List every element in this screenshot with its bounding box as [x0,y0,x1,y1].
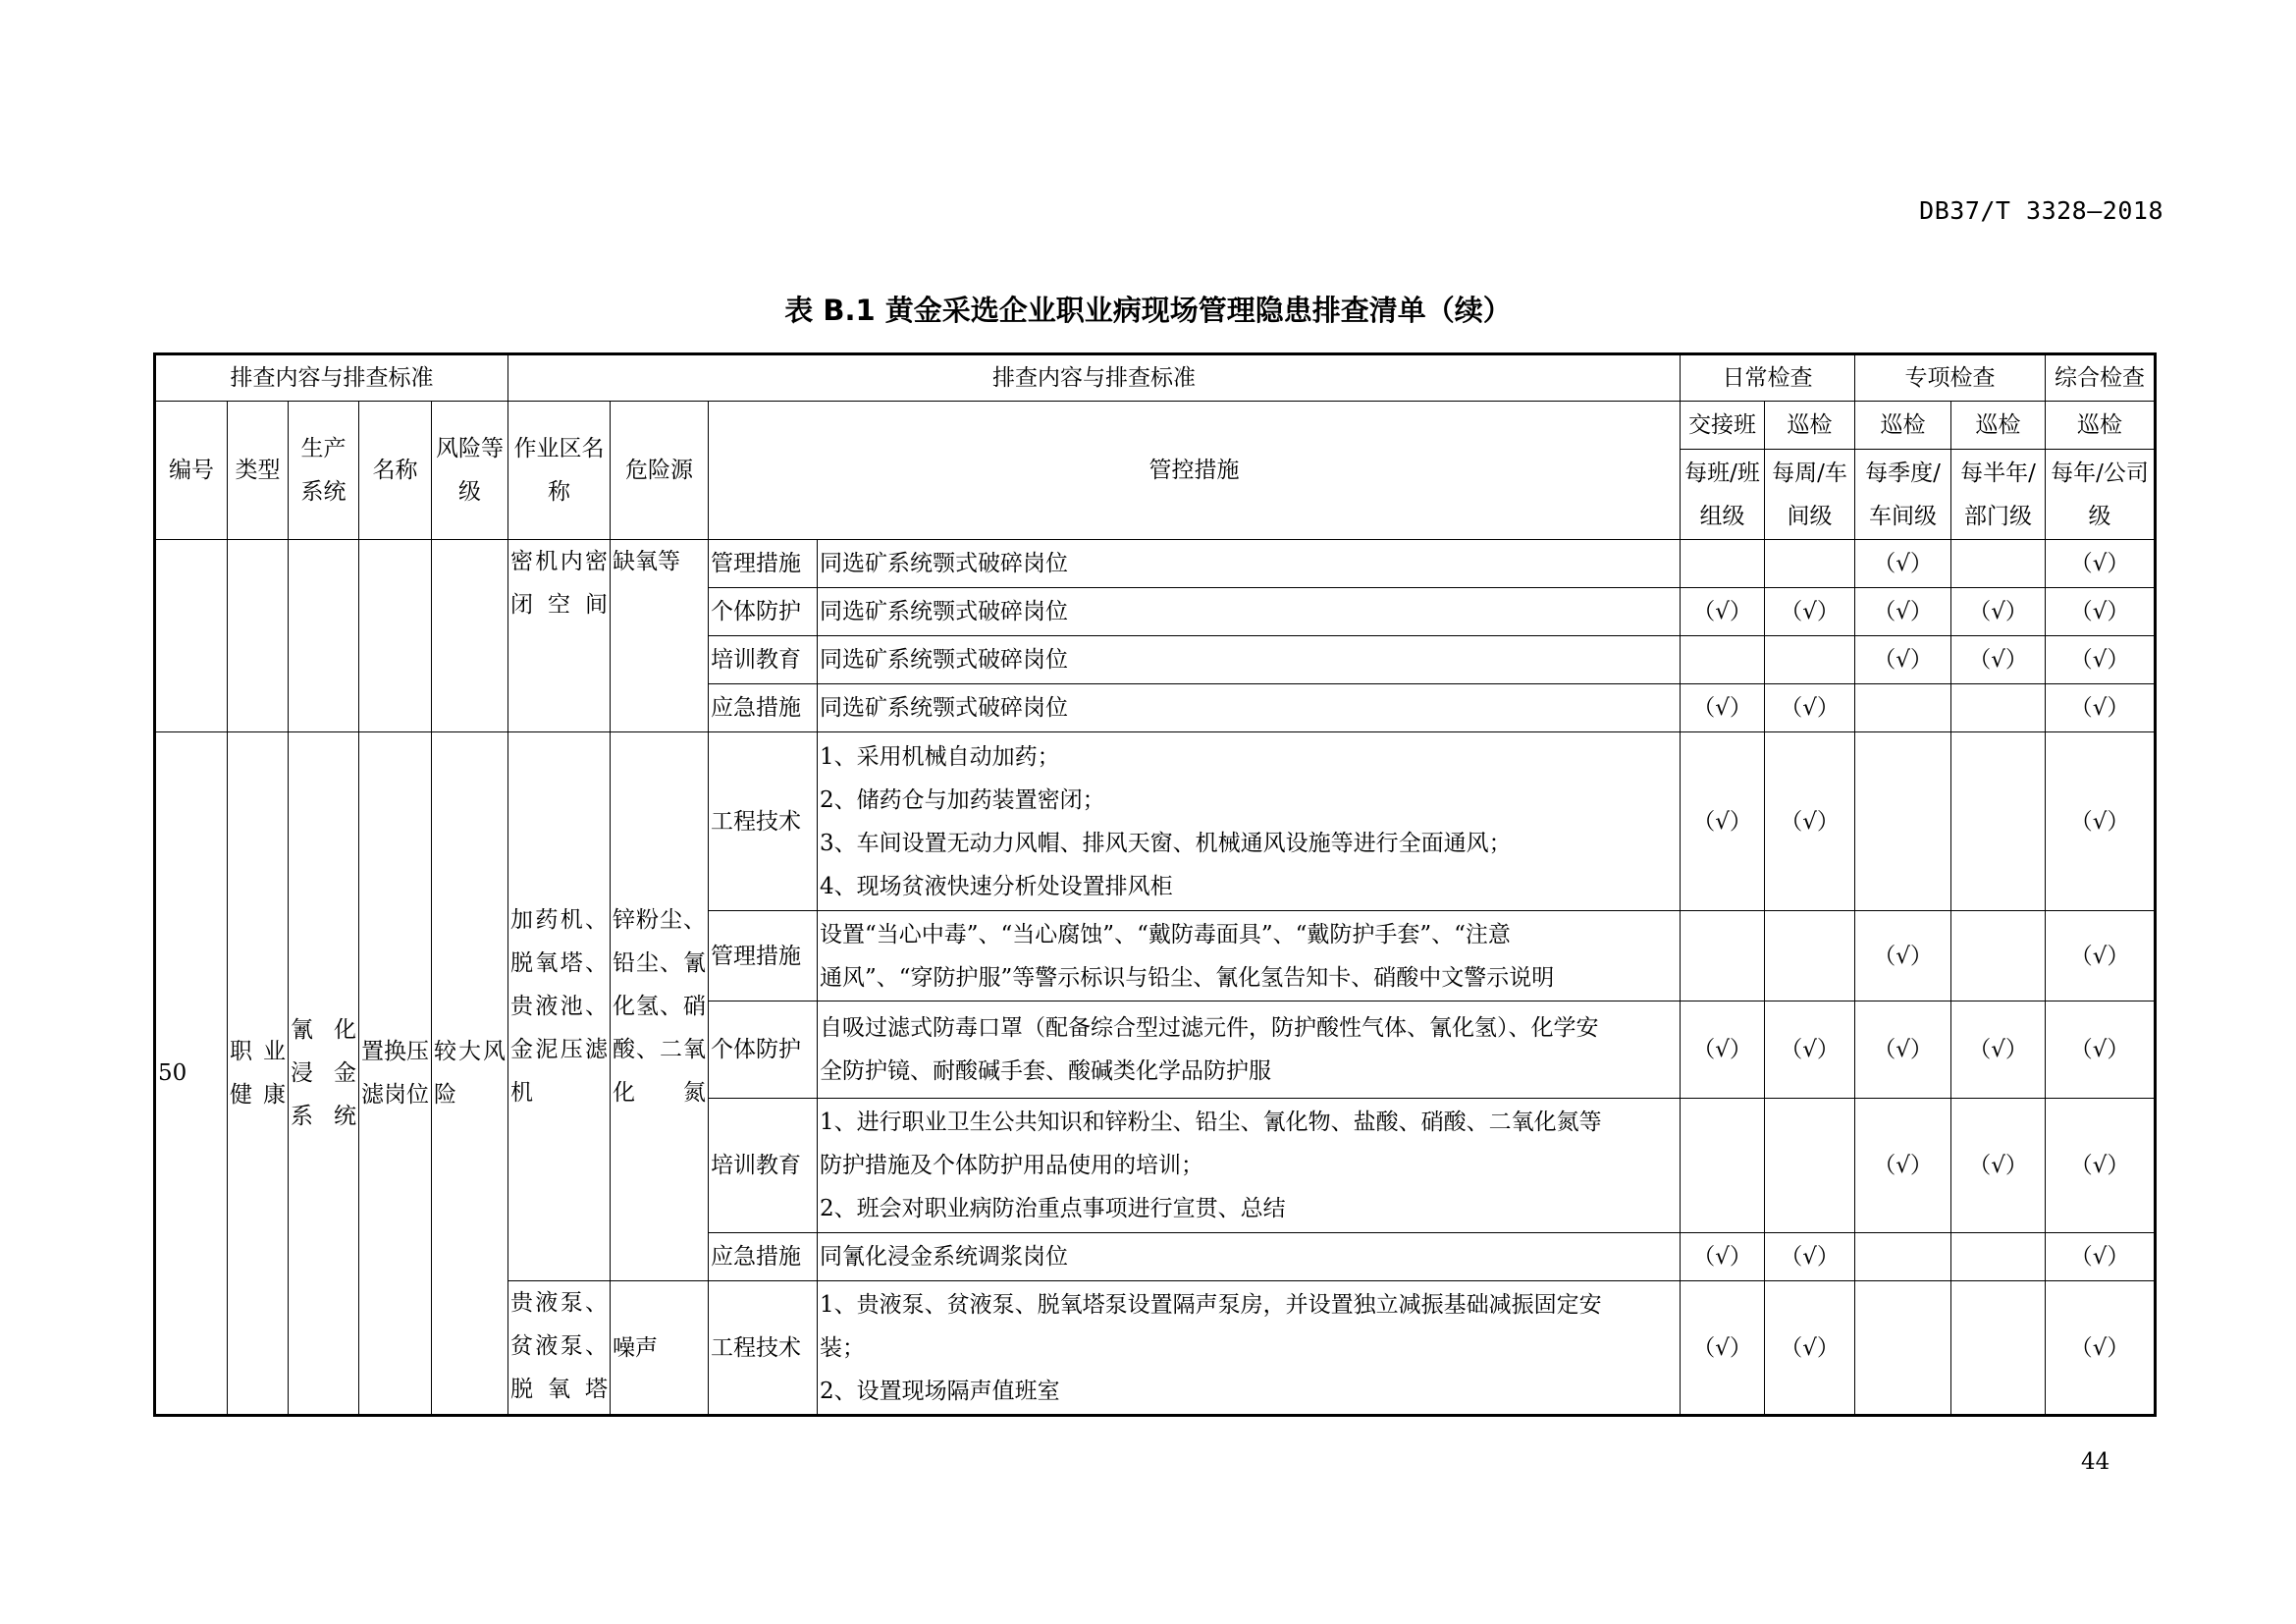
measure-text: 同选矿系统颚式破碎岗位 [818,636,1681,684]
measure-category: 应急措施 [709,1233,818,1281]
measure-text [818,1233,1681,1281]
check-mark: （√） [1855,911,1951,1001]
inspection-table [153,352,2157,1417]
measure-category: 个体防护 [709,1001,818,1099]
measure-text: 同选矿系统颚式破碎岗位 [818,588,1681,636]
hazard-cell: 噪声 [611,1281,709,1416]
check-mark: （√） [1765,1001,1855,1099]
table-row [155,540,2156,588]
work-area-cell: 加药机、脱氧塔、贵液池、金泥压滤机 [508,732,611,1281]
measure-text [818,1001,1681,1099]
measure-line: 自吸过滤式防毒口罩（配备综合型过滤元件，防护酸性气体、氰化氢）、化学安 [820,1015,1599,1041]
measure-line: 4、现场贫液快速分析处设置排风柜 [820,873,1173,899]
item-type: 职业健康 [228,732,289,1416]
special-check-header: 专项检查 [1855,354,2046,402]
measure-line: 3、车间设置无动力风帽、排风天窗、机械通风设施等进行全面通风； [820,830,1512,856]
frequency-quarterly: 每季度/车间级 [1855,450,1951,540]
shift-handover-header: 交接班 [1681,402,1765,450]
check-mark: （√） [1681,732,1765,911]
check-mark: （√） [1765,1233,1855,1281]
page-number: 44 [2081,1449,2110,1475]
check-mark: （√） [1765,684,1855,732]
check-mark: （√） [1681,1001,1765,1099]
check-mark: （√） [1855,636,1951,684]
check-mark: （√） [2046,684,2156,732]
check-mark: （√） [1855,588,1951,636]
check-mark: （√） [1681,588,1765,636]
measure-line: 全防护镜、耐酸碱手套、酸碱类化学品防护服 [820,1058,1272,1084]
check-mark: （√） [2046,1099,2156,1233]
measure-category: 管理措施 [709,540,818,588]
group-header-right: 排查内容与排查标准 [508,354,1681,402]
col-area: 作业区名称 [508,402,611,540]
measure-text: 同选矿系统颚式破碎岗位 [818,540,1681,588]
production-system: 氰化浸金系统 [289,732,359,1416]
comprehensive-check-header: 综合检查 [2046,354,2156,402]
check-mark: （√） [1855,1099,1951,1233]
check-mark: （√） [1951,588,2046,636]
measure-line: 通风”、“穿防护服”等警示标识与铅尘、氰化氢告知卡、硝酸中文警示说明 [820,964,1555,991]
check-mark: （√） [1951,1099,2046,1233]
document-code: DB37/T 3328—2018 [1919,196,2163,225]
measure-category: 应急措施 [709,684,818,732]
group-header-left: 排查内容与排查标准 [155,354,508,402]
frequency-weekly: 每周/车间级 [1765,450,1855,540]
check-mark: （√） [1681,1233,1765,1281]
check-mark: （√） [1765,732,1855,911]
check-mark: （√） [2046,636,2156,684]
check-mark: （√） [2046,540,2156,588]
risk-level: 较大风险 [432,732,508,1416]
measure-line: 设置“当心中毒”、“当心腐蚀”、“戴防毒面具”、“戴防护手套”、“注意 [820,921,1511,947]
col-name: 名称 [359,402,432,540]
check-mark: （√） [1951,636,2046,684]
measure-text [818,911,1681,1001]
col-type: 类型 [228,402,289,540]
col-number: 编号 [155,402,228,540]
work-area-cell: 密机内密闭空间 [508,540,611,732]
patrol-header: 巡检 [1951,402,2046,450]
measure-category: 工程技术 [709,1281,818,1416]
frequency-half-year: 每半年/部门级 [1951,450,2046,540]
measure-category: 培训教育 [709,1099,818,1233]
patrol-header: 巡检 [2046,402,2156,450]
check-mark: （√） [1855,1001,1951,1099]
check-mark: （√） [1681,1281,1765,1416]
col-system: 生产系统 [289,402,359,540]
check-mark: （√） [1765,588,1855,636]
check-mark: （√） [2046,1233,2156,1281]
daily-check-header: 日常检查 [1681,354,1855,402]
measure-line: 2、设置现场隔声值班室 [820,1378,1060,1404]
col-risk: 风险等级 [432,402,508,540]
measure-line: 同氰化浸金系统调浆岗位 [820,1244,1069,1270]
measure-line: 1、进行职业卫生公共知识和锌粉尘、铅尘、氰化物、盐酸、硝酸、二氧化氮等 [820,1110,1602,1135]
frequency-annual: 每年/公司级 [2046,450,2156,540]
work-area-cell: 贵液泵、贫液泵、脱氧塔 [508,1281,611,1416]
table-title: 表 B.1 黄金采选企业职业病现场管理隐患排查清单（续） [784,294,1512,327]
measure-category: 培训教育 [709,636,818,684]
measure-line: 防护措施及个体防护用品使用的培训； [820,1153,1204,1178]
measure-line: 装； [820,1334,866,1361]
measure-text [818,1099,1681,1233]
measure-category: 工程技术 [709,732,818,911]
measure-line: 2、储药仓与加药装置密闭； [820,786,1105,813]
check-mark: （√） [1681,684,1765,732]
measure-text [818,732,1681,911]
frequency-per-shift: 每班/班组级 [1681,450,1765,540]
check-mark: （√） [1855,540,1951,588]
table-row [155,732,2156,911]
col-measures: 管控措施 [709,402,1681,540]
measure-text: 同选矿系统颚式破碎岗位 [818,684,1681,732]
check-mark: （√） [2046,732,2156,911]
post-name: 置换压滤岗位 [359,732,432,1416]
hazard-cell: 缺氧等 [611,540,709,732]
measure-line: 1、贵液泵、贫液泵、脱氧塔泵设置隔声泵房，并设置独立减振基础减振固定安 [820,1291,1602,1318]
check-mark: （√） [1765,1281,1855,1416]
measure-line: 2、班会对职业病防治重点事项进行宣贯、总结 [820,1196,1286,1221]
check-mark: （√） [2046,1281,2156,1416]
check-mark: （√） [2046,1001,2156,1099]
measure-category: 个体防护 [709,588,818,636]
check-mark: （√） [2046,911,2156,1001]
hazard-cell: 锌粉尘、铅尘、氰化氢、硝酸、二氧化氮 [611,732,709,1281]
measure-category: 管理措施 [709,911,818,1001]
patrol-header: 巡检 [1765,402,1855,450]
col-hazard: 危险源 [611,402,709,540]
patrol-header: 巡检 [1855,402,1951,450]
measure-line: 1、采用机械自动加药； [820,743,1060,770]
item-number: 50 [155,732,228,1416]
check-mark: （√） [1951,1001,2046,1099]
check-mark: （√） [2046,588,2156,636]
measure-text [818,1281,1681,1416]
